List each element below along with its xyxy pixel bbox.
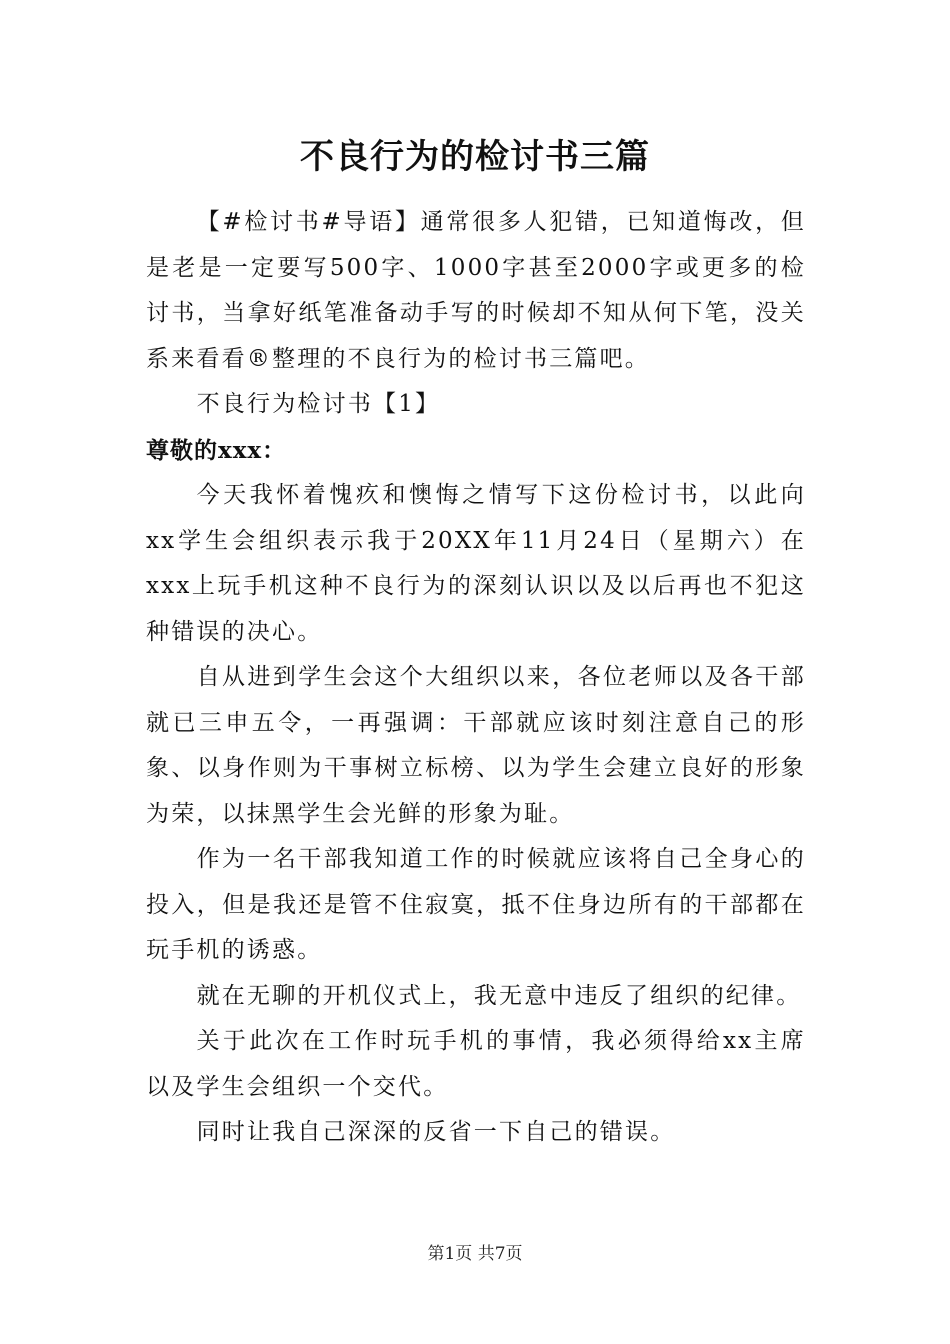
- body-paragraph: 就在无聊的开机仪式上，我无意中违反了组织的纪律。: [196, 982, 802, 1009]
- intro-paragraph: 【#检讨书#导语】通常很多人犯错，已知道悔改，但是老是一定要写500字、1000字甚至2000字或更多的检讨书，当拿好纸笔准备动手写的时候却不知从何下笔，没关系来看看®整理的不良行为的检讨书三篇吧。: [146, 209, 806, 372]
- document-title: 不良行为的检讨书三篇: [300, 137, 650, 177]
- document-body: [146, 200, 806, 1156]
- body-paragraph: 同时让我自己深深的反省一下自己的错误。: [196, 1119, 676, 1145]
- body-paragraph: 今天我怀着愧疚和懊悔之情写下这份检讨书，以此向xx学生会组织表示我于20XX年11月24日（星期六）在xxx上玩手机这种不良行为的深刻认识以及以后再也不犯这种错误的决心。: [146, 482, 806, 645]
- page-number: 第1页 共7页: [427, 1244, 523, 1264]
- section-heading: 不良行为检讨书【1】: [196, 391, 441, 417]
- body-paragraph: 关于此次在工作时玩手机的事情，我必须得给xx主席以及学生会组织一个交代。: [146, 1028, 806, 1100]
- body-paragraph: 自从进到学生会这个大组织以来，各位老师以及各干部就已三申五令，一再强调：干部就应该时刻注意自己的形象、以身作则为干事树立标榜、以为学生会建立良好的形象为荣，以抹黑学生会光鲜的形象为耻。: [146, 664, 806, 827]
- body-paragraph: 作为一名干部我知道工作的时候就应该将自己全身心的投入，但是我还是管不住寂寞，抵不住身边所有的干部都在玩手机的诱惑。: [146, 846, 806, 963]
- salutation: 尊敬的xxx：: [146, 436, 287, 464]
